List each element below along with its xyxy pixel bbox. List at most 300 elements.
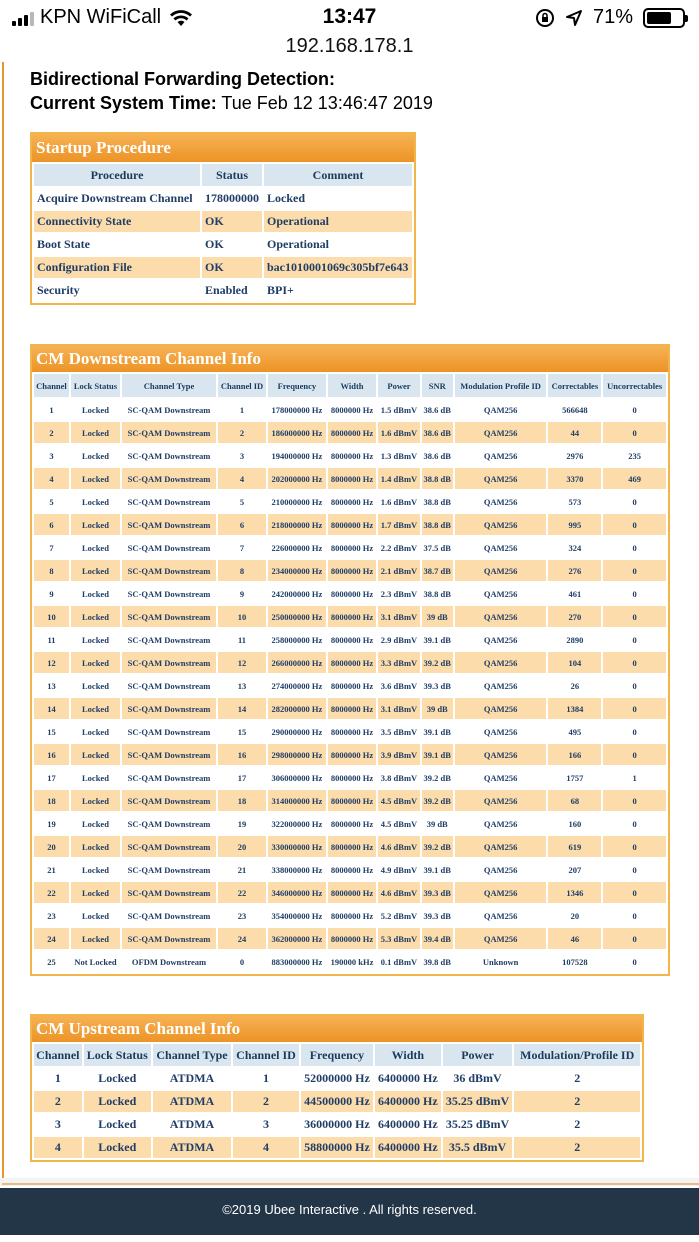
table-cell: 39 dB bbox=[422, 813, 453, 834]
table-row bbox=[34, 629, 666, 650]
table-cell: OK bbox=[202, 211, 262, 232]
table-cell: 202000000 Hz bbox=[268, 468, 326, 489]
table-cell: 2976 bbox=[548, 445, 601, 466]
table-row bbox=[34, 859, 666, 880]
table-cell: 8 bbox=[34, 560, 69, 581]
table-cell: 1.6 dBmV bbox=[378, 491, 419, 512]
table-cell: Operational bbox=[264, 211, 412, 232]
table-cell: OFDM Downstream bbox=[122, 951, 216, 972]
table-row bbox=[34, 882, 666, 903]
table-cell: 38.8 dB bbox=[422, 583, 453, 604]
table-cell: 13 bbox=[218, 675, 266, 696]
table-cell: 330000000 Hz bbox=[268, 836, 326, 857]
table-cell: 0 bbox=[603, 721, 666, 742]
table-cell: 68 bbox=[548, 790, 601, 811]
table-cell: Locked bbox=[84, 1137, 151, 1158]
upstream-column-header: Width bbox=[375, 1044, 441, 1066]
downstream-column-header: Channel bbox=[34, 374, 69, 397]
upstream-column-header: Lock Status bbox=[84, 1044, 151, 1066]
table-cell: Locked bbox=[71, 928, 120, 949]
table-cell: 4.5 dBmV bbox=[378, 790, 419, 811]
table-cell: 38.8 dB bbox=[422, 491, 453, 512]
table-cell: 2 bbox=[233, 1091, 299, 1112]
table-cell: 39 dB bbox=[422, 606, 453, 627]
table-cell: 4.5 dBmV bbox=[378, 813, 419, 834]
table-cell: 210000000 Hz bbox=[268, 491, 326, 512]
downstream-column-header: Channel Type bbox=[122, 374, 216, 397]
table-cell: Locked bbox=[71, 606, 120, 627]
table-row bbox=[34, 1137, 640, 1158]
table-row bbox=[34, 422, 666, 443]
table-row bbox=[34, 606, 666, 627]
table-cell: 619 bbox=[548, 836, 601, 857]
table-cell: 39 dB bbox=[422, 698, 453, 719]
table-cell: 1.6 dBmV bbox=[378, 422, 419, 443]
address-bar-url[interactable]: 192.168.178.1 bbox=[285, 35, 414, 57]
table-cell: 2 bbox=[514, 1114, 640, 1135]
table-cell: QAM256 bbox=[455, 721, 547, 742]
table-cell: 8000000 Hz bbox=[328, 652, 377, 673]
downstream-channel-table bbox=[32, 372, 668, 974]
table-cell: Locked bbox=[84, 1068, 151, 1089]
table-cell: 39.2 dB bbox=[422, 836, 453, 857]
carrier-name: KPN WiFiCall bbox=[40, 6, 162, 28]
table-cell: 5.3 dBmV bbox=[378, 928, 419, 949]
startup-column-header: Comment bbox=[264, 164, 412, 186]
table-cell: 13 bbox=[34, 675, 69, 696]
table-cell: 1384 bbox=[548, 698, 601, 719]
table-cell: 6 bbox=[34, 514, 69, 535]
table-cell: 46 bbox=[548, 928, 601, 949]
table-cell: Locked bbox=[264, 188, 412, 209]
table-cell: 4.9 dBmV bbox=[378, 859, 419, 880]
table-row bbox=[34, 951, 666, 972]
downstream-column-header: Uncorrectables bbox=[603, 374, 666, 397]
table-cell: SC-QAM Downstream bbox=[122, 905, 216, 926]
table-cell: 35.25 dBmV bbox=[443, 1114, 513, 1135]
table-row bbox=[34, 1091, 640, 1112]
page-bottom-border bbox=[2, 1183, 699, 1185]
table-cell: 160 bbox=[548, 813, 601, 834]
table-cell: 6400000 Hz bbox=[375, 1137, 441, 1158]
table-cell: Locked bbox=[71, 905, 120, 926]
table-cell: 1757 bbox=[548, 767, 601, 788]
table-cell: 218000000 Hz bbox=[268, 514, 326, 535]
table-cell: 0 bbox=[603, 790, 666, 811]
table-cell: 178000000 bbox=[202, 188, 262, 209]
page-left-border bbox=[2, 62, 4, 1184]
table-cell: 12 bbox=[218, 652, 266, 673]
table-cell: 36000000 Hz bbox=[301, 1114, 373, 1135]
clock: 13:47 bbox=[322, 5, 377, 28]
table-row bbox=[34, 491, 666, 512]
table-cell: 58800000 Hz bbox=[301, 1137, 373, 1158]
table-cell: 3.6 dBmV bbox=[378, 675, 419, 696]
table-cell: 2 bbox=[34, 422, 69, 443]
table-cell: 0 bbox=[603, 859, 666, 880]
table-cell: SC-QAM Downstream bbox=[122, 560, 216, 581]
table-cell: 8000000 Hz bbox=[328, 928, 377, 949]
location-arrow-icon bbox=[565, 9, 583, 27]
table-cell: 8 bbox=[218, 560, 266, 581]
table-cell: 0 bbox=[603, 744, 666, 765]
table-cell: SC-QAM Downstream bbox=[122, 468, 216, 489]
table-cell: Connectivity State bbox=[34, 211, 200, 232]
upstream-channel-title: CM Upstream Channel Info bbox=[32, 1016, 642, 1042]
startup-procedure-panel bbox=[30, 132, 416, 305]
table-row bbox=[34, 790, 666, 811]
table-cell: 0 bbox=[603, 836, 666, 857]
table-cell: Unknown bbox=[455, 951, 547, 972]
table-row bbox=[34, 905, 666, 926]
table-cell: 8000000 Hz bbox=[328, 583, 377, 604]
table-cell: SC-QAM Downstream bbox=[122, 445, 216, 466]
table-cell: 14 bbox=[218, 698, 266, 719]
table-cell: 38.6 dB bbox=[422, 445, 453, 466]
table-cell: 14 bbox=[34, 698, 69, 719]
table-cell: 242000000 Hz bbox=[268, 583, 326, 604]
table-cell: 5 bbox=[218, 491, 266, 512]
table-cell: 3 bbox=[34, 445, 69, 466]
table-cell: 15 bbox=[34, 721, 69, 742]
table-cell: QAM256 bbox=[455, 744, 547, 765]
table-cell: 37.5 dB bbox=[422, 537, 453, 558]
table-cell: QAM256 bbox=[455, 560, 547, 581]
downstream-column-header: Lock Status bbox=[71, 374, 120, 397]
table-cell: SC-QAM Downstream bbox=[122, 928, 216, 949]
table-cell: 461 bbox=[548, 583, 601, 604]
table-cell: 306000000 Hz bbox=[268, 767, 326, 788]
table-cell: 104 bbox=[548, 652, 601, 673]
table-cell: 20 bbox=[34, 836, 69, 857]
table-cell: 22 bbox=[218, 882, 266, 903]
table-cell: Locked bbox=[71, 675, 120, 696]
table-cell: 11 bbox=[34, 629, 69, 650]
table-cell: SC-QAM Downstream bbox=[122, 606, 216, 627]
table-cell: 44 bbox=[548, 422, 601, 443]
table-cell: 0 bbox=[603, 560, 666, 581]
table-cell: 38.6 dB bbox=[422, 399, 453, 420]
table-cell: QAM256 bbox=[455, 514, 547, 535]
bfd-label: Bidirectional Forwarding Detection: bbox=[30, 69, 336, 89]
table-cell: QAM256 bbox=[455, 399, 547, 420]
table-cell: 8000000 Hz bbox=[328, 491, 377, 512]
table-cell: 18 bbox=[218, 790, 266, 811]
table-cell: SC-QAM Downstream bbox=[122, 790, 216, 811]
table-cell: QAM256 bbox=[455, 790, 547, 811]
table-cell: Locked bbox=[71, 491, 120, 512]
table-cell: SC-QAM Downstream bbox=[122, 882, 216, 903]
table-cell: 0 bbox=[603, 652, 666, 673]
table-cell: 39.3 dB bbox=[422, 882, 453, 903]
table-row bbox=[34, 560, 666, 581]
table-cell: 39.2 dB bbox=[422, 652, 453, 673]
page-content bbox=[0, 62, 699, 1186]
table-cell: Locked bbox=[71, 790, 120, 811]
table-cell: ATDMA bbox=[153, 1114, 231, 1135]
table-cell: 20 bbox=[548, 905, 601, 926]
table-cell: QAM256 bbox=[455, 905, 547, 926]
table-cell: 0 bbox=[603, 422, 666, 443]
table-cell: 5 bbox=[34, 491, 69, 512]
table-cell: 4 bbox=[34, 1137, 82, 1158]
table-cell: 22 bbox=[34, 882, 69, 903]
table-cell: 8000000 Hz bbox=[328, 744, 377, 765]
startup-column-header: Procedure bbox=[34, 164, 200, 186]
table-cell: 3.1 dBmV bbox=[378, 606, 419, 627]
table-cell: Acquire Downstream Channel bbox=[34, 188, 200, 209]
table-cell: 250000000 Hz bbox=[268, 606, 326, 627]
table-row bbox=[34, 257, 412, 278]
table-cell: SC-QAM Downstream bbox=[122, 721, 216, 742]
table-row bbox=[34, 537, 666, 558]
table-cell: SC-QAM Downstream bbox=[122, 744, 216, 765]
table-cell: SC-QAM Downstream bbox=[122, 836, 216, 857]
table-cell: 0 bbox=[603, 698, 666, 719]
battery-icon bbox=[643, 8, 685, 28]
table-cell: SC-QAM Downstream bbox=[122, 675, 216, 696]
table-row bbox=[34, 234, 412, 255]
table-cell: 4.6 dBmV bbox=[378, 882, 419, 903]
table-cell: Security bbox=[34, 280, 200, 301]
table-cell: QAM256 bbox=[455, 813, 547, 834]
table-cell: Locked bbox=[71, 629, 120, 650]
table-cell: 38.6 dB bbox=[422, 422, 453, 443]
table-cell: 1.5 dBmV bbox=[378, 399, 419, 420]
table-cell: 2.3 dBmV bbox=[378, 583, 419, 604]
table-cell: 3 bbox=[34, 1114, 82, 1135]
table-cell: 3370 bbox=[548, 468, 601, 489]
table-cell: SC-QAM Downstream bbox=[122, 537, 216, 558]
ios-status-bar bbox=[0, 0, 699, 34]
upstream-channel-panel bbox=[30, 1014, 644, 1162]
table-cell: Locked bbox=[71, 882, 120, 903]
table-cell: 1.4 dBmV bbox=[378, 468, 419, 489]
table-cell: SC-QAM Downstream bbox=[122, 698, 216, 719]
table-cell: 3.5 dBmV bbox=[378, 721, 419, 742]
table-cell: SC-QAM Downstream bbox=[122, 491, 216, 512]
table-cell: 10 bbox=[34, 606, 69, 627]
table-cell: 39.1 dB bbox=[422, 721, 453, 742]
table-cell: 995 bbox=[548, 514, 601, 535]
table-cell: 8000000 Hz bbox=[328, 560, 377, 581]
table-cell: Operational bbox=[264, 234, 412, 255]
table-cell: QAM256 bbox=[455, 652, 547, 673]
table-cell: 39.2 dB bbox=[422, 767, 453, 788]
table-cell: 276 bbox=[548, 560, 601, 581]
table-cell: Locked bbox=[71, 422, 120, 443]
table-row bbox=[34, 813, 666, 834]
table-row bbox=[34, 188, 412, 209]
table-cell: 8000000 Hz bbox=[328, 698, 377, 719]
table-cell: QAM256 bbox=[455, 537, 547, 558]
table-cell: 8000000 Hz bbox=[328, 721, 377, 742]
status-bar-right bbox=[535, 6, 685, 29]
table-cell: 35.5 dBmV bbox=[443, 1137, 513, 1158]
table-cell: 39.3 dB bbox=[422, 905, 453, 926]
table-cell: 8000000 Hz bbox=[328, 882, 377, 903]
table-cell: 234000000 Hz bbox=[268, 560, 326, 581]
table-cell: BPI+ bbox=[264, 280, 412, 301]
table-cell: QAM256 bbox=[455, 882, 547, 903]
table-cell: 2 bbox=[514, 1137, 640, 1158]
table-cell: 39.1 dB bbox=[422, 629, 453, 650]
table-cell: 0 bbox=[603, 813, 666, 834]
table-cell: 7 bbox=[218, 537, 266, 558]
table-cell: 8000000 Hz bbox=[328, 767, 377, 788]
table-cell: 0 bbox=[603, 629, 666, 650]
system-time-value: Tue Feb 12 13:46:47 2019 bbox=[216, 93, 433, 113]
table-cell: SC-QAM Downstream bbox=[122, 583, 216, 604]
table-cell: 298000000 Hz bbox=[268, 744, 326, 765]
table-cell: 495 bbox=[548, 721, 601, 742]
table-cell: 8000000 Hz bbox=[328, 399, 377, 420]
table-cell: 8000000 Hz bbox=[328, 813, 377, 834]
downstream-column-header: Modulation Profile ID bbox=[455, 374, 547, 397]
upstream-column-header: Channel Type bbox=[153, 1044, 231, 1066]
table-cell: 18 bbox=[34, 790, 69, 811]
table-cell: 0.1 dBmV bbox=[378, 951, 419, 972]
table-cell: 3.1 dBmV bbox=[378, 698, 419, 719]
startup-procedure-table bbox=[32, 162, 414, 303]
table-row bbox=[34, 211, 412, 232]
table-cell: 16 bbox=[218, 744, 266, 765]
table-cell: 12 bbox=[34, 652, 69, 673]
table-cell: 290000000 Hz bbox=[268, 721, 326, 742]
table-row bbox=[34, 744, 666, 765]
table-cell: 19 bbox=[34, 813, 69, 834]
table-cell: QAM256 bbox=[455, 698, 547, 719]
table-cell: 8000000 Hz bbox=[328, 905, 377, 926]
table-cell: 573 bbox=[548, 491, 601, 512]
downstream-column-header: Width bbox=[328, 374, 377, 397]
upstream-column-header: Modulation/Profile ID bbox=[514, 1044, 640, 1066]
table-cell: 1 bbox=[603, 767, 666, 788]
table-cell: Locked bbox=[71, 836, 120, 857]
copyright-text: ©2019 Ubee Interactive . All rights reserved. bbox=[222, 1202, 477, 1217]
upstream-column-header: Channel bbox=[34, 1044, 82, 1066]
table-cell: Locked bbox=[71, 859, 120, 880]
table-cell: 338000000 Hz bbox=[268, 859, 326, 880]
upstream-channel-table bbox=[32, 1042, 642, 1160]
table-cell: 270 bbox=[548, 606, 601, 627]
table-cell: 8000000 Hz bbox=[328, 537, 377, 558]
table-cell: 258000000 Hz bbox=[268, 629, 326, 650]
table-cell: QAM256 bbox=[455, 491, 547, 512]
downstream-column-header: Power bbox=[378, 374, 419, 397]
table-cell: QAM256 bbox=[455, 675, 547, 696]
table-cell: SC-QAM Downstream bbox=[122, 422, 216, 443]
table-cell: 883000000 Hz bbox=[268, 951, 326, 972]
table-row bbox=[34, 836, 666, 857]
table-cell: 0 bbox=[603, 583, 666, 604]
table-cell: 6400000 Hz bbox=[375, 1068, 441, 1089]
table-cell: 5.2 dBmV bbox=[378, 905, 419, 926]
table-cell: 2 bbox=[514, 1068, 640, 1089]
table-cell: 23 bbox=[34, 905, 69, 926]
downstream-column-header: Correctables bbox=[548, 374, 601, 397]
table-cell: Locked bbox=[84, 1114, 151, 1135]
table-cell: SC-QAM Downstream bbox=[122, 652, 216, 673]
table-cell: 6 bbox=[218, 514, 266, 535]
table-cell: 324 bbox=[548, 537, 601, 558]
table-cell: 39.1 dB bbox=[422, 744, 453, 765]
downstream-column-header: Channel ID bbox=[218, 374, 266, 397]
table-cell: Configuration File bbox=[34, 257, 200, 278]
table-cell: 8000000 Hz bbox=[328, 790, 377, 811]
table-cell: 282000000 Hz bbox=[268, 698, 326, 719]
table-cell: SC-QAM Downstream bbox=[122, 514, 216, 535]
table-cell: 1.7 dBmV bbox=[378, 514, 419, 535]
table-cell: 4 bbox=[218, 468, 266, 489]
table-cell: 52000000 Hz bbox=[301, 1068, 373, 1089]
table-cell: 15 bbox=[218, 721, 266, 742]
table-cell: QAM256 bbox=[455, 836, 547, 857]
table-row bbox=[34, 928, 666, 949]
battery-percent: 71% bbox=[592, 6, 633, 28]
table-cell: 36 dBmV bbox=[443, 1068, 513, 1089]
table-cell: QAM256 bbox=[455, 629, 547, 650]
table-cell: 0 bbox=[603, 606, 666, 627]
table-cell: 11 bbox=[218, 629, 266, 650]
table-cell: 25 bbox=[34, 951, 69, 972]
table-cell: 1346 bbox=[548, 882, 601, 903]
table-cell: Locked bbox=[71, 652, 120, 673]
table-cell: 19 bbox=[218, 813, 266, 834]
downstream-channel-panel bbox=[30, 344, 670, 976]
table-row bbox=[34, 514, 666, 535]
table-cell: QAM256 bbox=[455, 928, 547, 949]
table-cell: 2 bbox=[218, 422, 266, 443]
table-cell: 8000000 Hz bbox=[328, 514, 377, 535]
table-cell: 3 bbox=[218, 445, 266, 466]
table-cell: 166 bbox=[548, 744, 601, 765]
table-cell: 8000000 Hz bbox=[328, 859, 377, 880]
table-cell: SC-QAM Downstream bbox=[122, 813, 216, 834]
table-cell: 2.1 dBmV bbox=[378, 560, 419, 581]
table-cell: OK bbox=[202, 234, 262, 255]
startup-column-header: Status bbox=[202, 164, 262, 186]
table-cell: 20 bbox=[218, 836, 266, 857]
table-cell: 0 bbox=[603, 514, 666, 535]
table-cell: Boot State bbox=[34, 234, 200, 255]
footer bbox=[0, 1188, 699, 1235]
table-cell: 1 bbox=[218, 399, 266, 420]
table-cell: 8000000 Hz bbox=[328, 606, 377, 627]
table-cell: OK bbox=[202, 257, 262, 278]
table-cell: 39.2 dB bbox=[422, 790, 453, 811]
table-cell: 1.3 dBmV bbox=[378, 445, 419, 466]
table-cell: 0 bbox=[603, 905, 666, 926]
table-cell: 2 bbox=[34, 1091, 82, 1112]
table-cell: SC-QAM Downstream bbox=[122, 767, 216, 788]
table-cell: 207 bbox=[548, 859, 601, 880]
table-cell: 6400000 Hz bbox=[375, 1091, 441, 1112]
table-cell: 8000000 Hz bbox=[328, 836, 377, 857]
table-cell: 9 bbox=[34, 583, 69, 604]
table-cell: 7 bbox=[34, 537, 69, 558]
table-cell: 354000000 Hz bbox=[268, 905, 326, 926]
table-row bbox=[34, 721, 666, 742]
table-cell: 226000000 Hz bbox=[268, 537, 326, 558]
table-cell: Locked bbox=[71, 583, 120, 604]
downstream-column-header: Frequency bbox=[268, 374, 326, 397]
table-cell: Locked bbox=[71, 514, 120, 535]
table-cell: 16 bbox=[34, 744, 69, 765]
upstream-column-header: Power bbox=[443, 1044, 513, 1066]
table-cell: Locked bbox=[71, 698, 120, 719]
table-cell: 235 bbox=[603, 445, 666, 466]
